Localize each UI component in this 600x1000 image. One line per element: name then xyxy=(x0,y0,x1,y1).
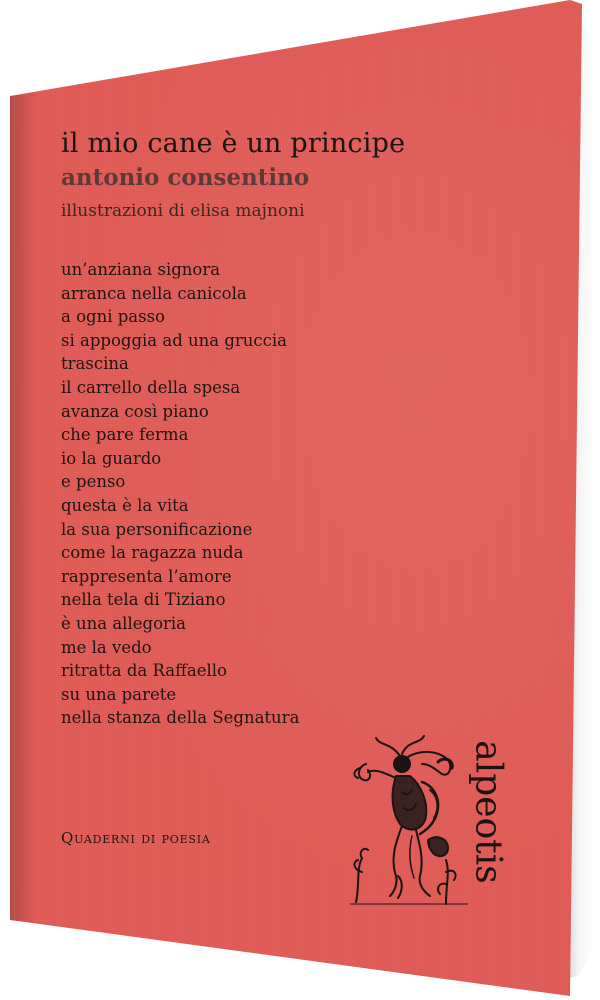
poem-line: questa è la vita xyxy=(61,495,189,515)
poem-line: nella tela di Tiziano xyxy=(61,590,226,610)
poem-line: a ogni passo xyxy=(61,307,165,327)
poem-line: ritratta da Raffaello xyxy=(61,661,227,681)
poem-line: me la vedo xyxy=(61,637,152,657)
spine-shadow xyxy=(10,0,38,1000)
poem-line: io la guardo xyxy=(61,448,162,468)
poem-line: come la ragazza nuda xyxy=(61,543,244,563)
poem-line: che pare ferma xyxy=(61,425,189,445)
book-title: il mio cane è un principe xyxy=(61,128,406,159)
poem-line: rappresenta l’amore xyxy=(61,566,232,586)
woodcut-figure-icon xyxy=(350,734,468,906)
poem-line: si appoggia ad una gruccia xyxy=(61,330,288,350)
poem-line: trascina xyxy=(61,354,129,374)
poem-line: arranca nella canicola xyxy=(61,283,247,303)
publisher-logo: alpeotis xyxy=(467,740,509,884)
book-illustrator: illustrazioni di elisa majnoni xyxy=(61,201,305,221)
poem-line: su una parete xyxy=(61,684,177,704)
poem-line: è una allegoria xyxy=(61,613,186,633)
book-author: antonio consentino xyxy=(61,164,310,191)
poem-line: e penso xyxy=(61,472,126,492)
poem-line: nella stanza della Segnatura xyxy=(61,708,300,728)
poem-line: avanza così piano xyxy=(61,401,209,421)
series-name: Quaderni di poesia xyxy=(61,829,211,847)
poem-text xyxy=(61,258,299,730)
poem-line: un’anziana signora xyxy=(61,260,221,279)
poem-line: la sua personificazione xyxy=(61,519,253,539)
poem-line: il carrello della spesa xyxy=(61,377,241,397)
